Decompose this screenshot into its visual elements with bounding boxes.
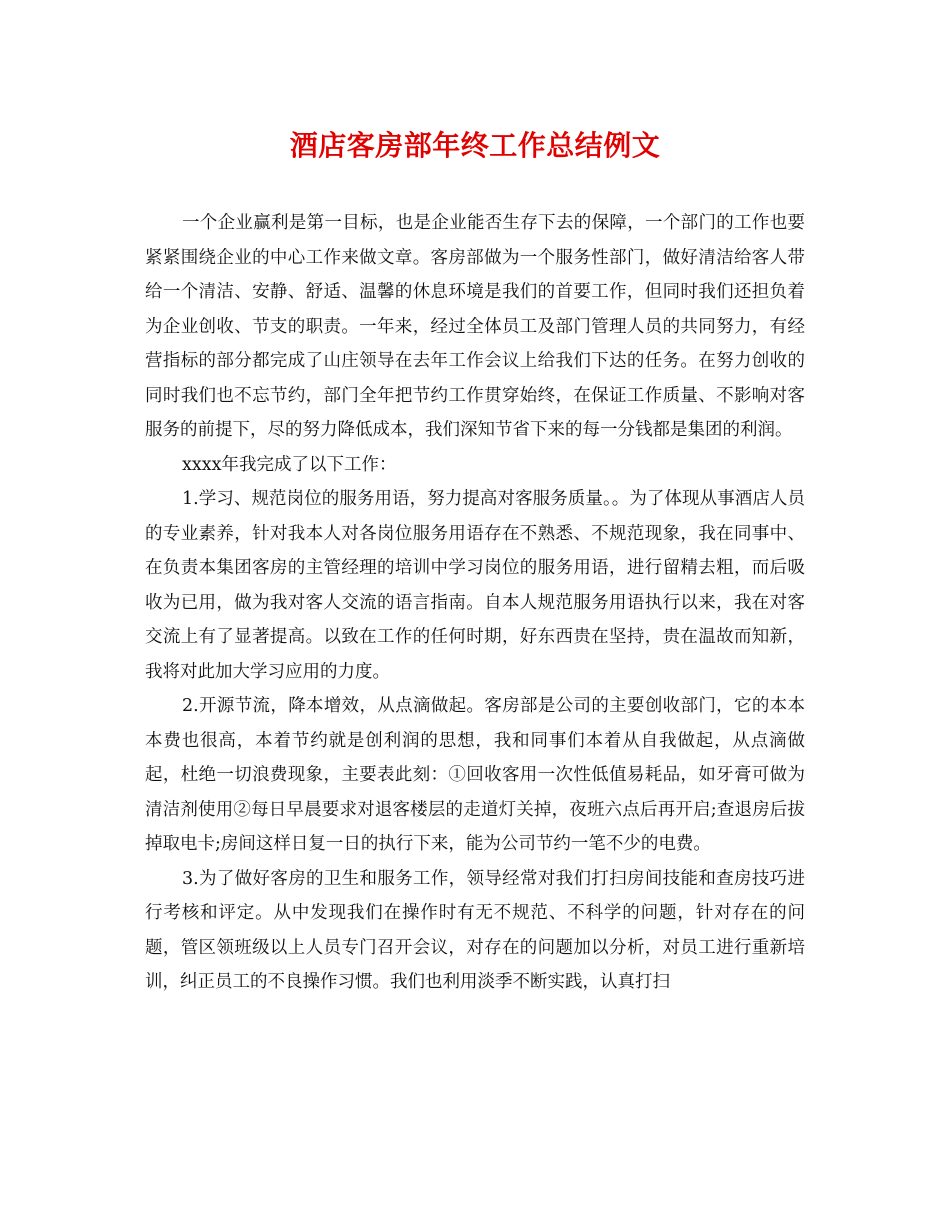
paragraph-item-1: 1.学习、规范岗位的服务用语，努力提高对客服务质量。。为了体现从事酒店人员的专业素养，针对我本人对各岗位服务用语存在不熟悉、不规范现象，我在同事中、在负责本集团客房的主管经理的培训中学习岗位的服务用语，进行留精去粗，而后吸收为已用，做为我对客人交流的语言指南。自本人规范服务用语执行以来，我在对客交流上有了显著提高。以致在工作的任何时期，好东西贵在坚持，贵在温故而知新，我将对此加大学习应用的力度。 [145, 489, 805, 682]
paragraph-item-2: 2.开源节流，降本增效，从点滴做起。客房部是公司的主要创收部门，它的本本本费也很高，本着节约就是创利润的思想，我和同事们本着从自我做起，从点滴做起，杜绝一切浪费现象，主要表此刻：①回收客用一次性低值易耗品，如牙膏可做为清洁剂使用②每日早晨要求对退客楼层的走道灯关掉，夜班六点后再开启;查退房后拔掉取电卡;房间这样日复一日的执行下来，能为公司节约一笔不少的电费。 [145, 696, 805, 854]
paragraph-item-3: 3.为了做好客房的卫生和服务工作，领导经常对我们打扫房间技能和查房技巧进行考核和评定。从中发现我们在操作时有无不规范、不科学的问题，针对存在的问题，管区领班级以上人员专门召开会议，对存在的问题加以分析，对员工进行重新培训，纠正员工的不良操作习惯。我们也利用淡季不断实践，认真打扫 [145, 868, 805, 992]
document-body [145, 206, 805, 1000]
paragraph-intro: 一个企业赢利是第一目标，也是企业能否生存下去的保障，一个部门的工作也要紧紧围绕企业的中心工作来做文章。客房部做为一个服务性部门，做好清洁给客人带给一个清洁、安静、舒适、温馨的休息环境是我们的首要工作，但同时我们还担负着为企业创收、节支的职责。一年来，经过全体员工及部门管理人员的共同努力，有经营指标的部分都完成了山庄领导在去年工作会议上给我们下达的任务。在努力创收的同时我们也不忘节约，部门全年把节约工作贯穿始终，在保证工作质量、不影响对客服务的前提下，尽的努力降低成本，我们深知节省下来的每一分钱都是集团的利润。 [145, 213, 805, 440]
paragraph-work-heading: xxxx年我完成了以下工作： [182, 454, 397, 475]
document-title: 酒店客房部年终工作总结例文 [289, 129, 661, 162]
